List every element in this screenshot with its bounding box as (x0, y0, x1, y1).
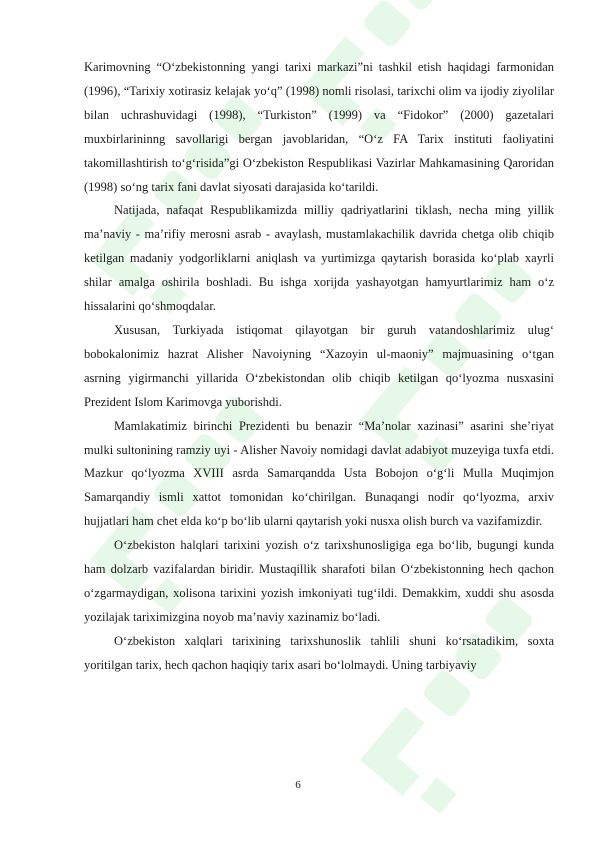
paragraph: Xususan, Turkiyada istiqomat qilayotgan bir guruh vatandoshlarimiz ulug‘ bobokalonimiz hazrat Alisher Navoiyning “Xazoyin ul-maoniy” majmuasining o‘tgan asrning yigirmanchi yillarida O‘zbekistondan olib chiqib ketilgan qo‘lyozma nusxasini Prezident Islom Karimovga yuborishdi. (84, 322, 554, 409)
document-body (84, 56, 554, 678)
paragraph: Mamlakatimiz birinchi Prezidenti bu benazir “Ma’nolar xazinasi” asarini she’riyat mulki sultonining ramziy uyi - Alisher Navoiy nomidagi davlat adabiyot muzeyiga tuxfa etdi. Mazkur qo‘lyozma XVIII asrda Samarqandda Usta Bobojon o‘g‘li Mulla Muqimjon Samarqandiy ismli xattot tomonidan ko‘chirilgan. Bunaqangi nodir qo‘lyozma, arxiv hujjatlari ham chet elda ko‘p bo‘lib ularni qaytarish yoki nusxa olish burch va vazifamizdir. (84, 418, 554, 529)
paragraph: O‘zbekiston xalqlari tarixining tarixshunoslik tahlili shuni ko‘rsatadikim, soxta yoritilgan tarix, hech qachon haqiqiy tarix asari bo‘lolmaydi. Uning tarbiyaviy (84, 633, 554, 672)
paragraph: O‘zbekiston halqlari tarixini yozish o‘z tarixshunosligiga ega bo‘lib, bugungi kunda ham dolzarb vazifalardan biridir. Mustaqillik sharafoti bilan O‘zbekistonning hech qachon o‘zgarmaydigan, xolisona tarixini yozish imkoniyati tug‘ildi. Demakkim, xuddi shu asosda yozilajak tariximizgina noyob ma’naviy xazinamiz bo‘ladi. (84, 538, 554, 624)
paragraph: Natijada, nafaqat Respublikamizda milliy qadriyatlarini tiklash, necha ming yillik ma’naviy - ma’rifiy merosni asrab - avaylash, mustamlakachilik davrida chetga olib chiqib ketilgan madaniy yodgorliklarni aniqlash va yurtimizga qaytarish borasida ko‘plab xayrli shilar amalga oshirila boshladi. Bu ishga xorijda yashayotgan hamyurtlarimiz ham o‘z hissalarini qo‘shmoqdalar. (84, 203, 554, 314)
paragraph-continuation: Karimovning “O‘zbekistonning yangi tarixi markazi”ni tashkil etish haqidagi farmonidan (1996), “Tarixiy xotirasiz kelajak yo‘q” (1998) nomli risolasi, tarixchi olim va ijodiy ziyolilar bilan uchrashuvidagi (1998), “Turkiston” (1999) va “Fidokor” (2000) gazetalari muxbirlarininng savollarigi bergan javoblaridan, “O‘z FA Tarix instituti faoliyatini takomillashtirish to‘g‘risida”gi O‘zbekiston Respublikasi Vazirlar Mahkamasining Qaroridan (1998) so‘ng tarix fani davlat siyosati darajasida ko‘tarildi. (84, 60, 554, 194)
page-number: 6 (295, 779, 301, 791)
